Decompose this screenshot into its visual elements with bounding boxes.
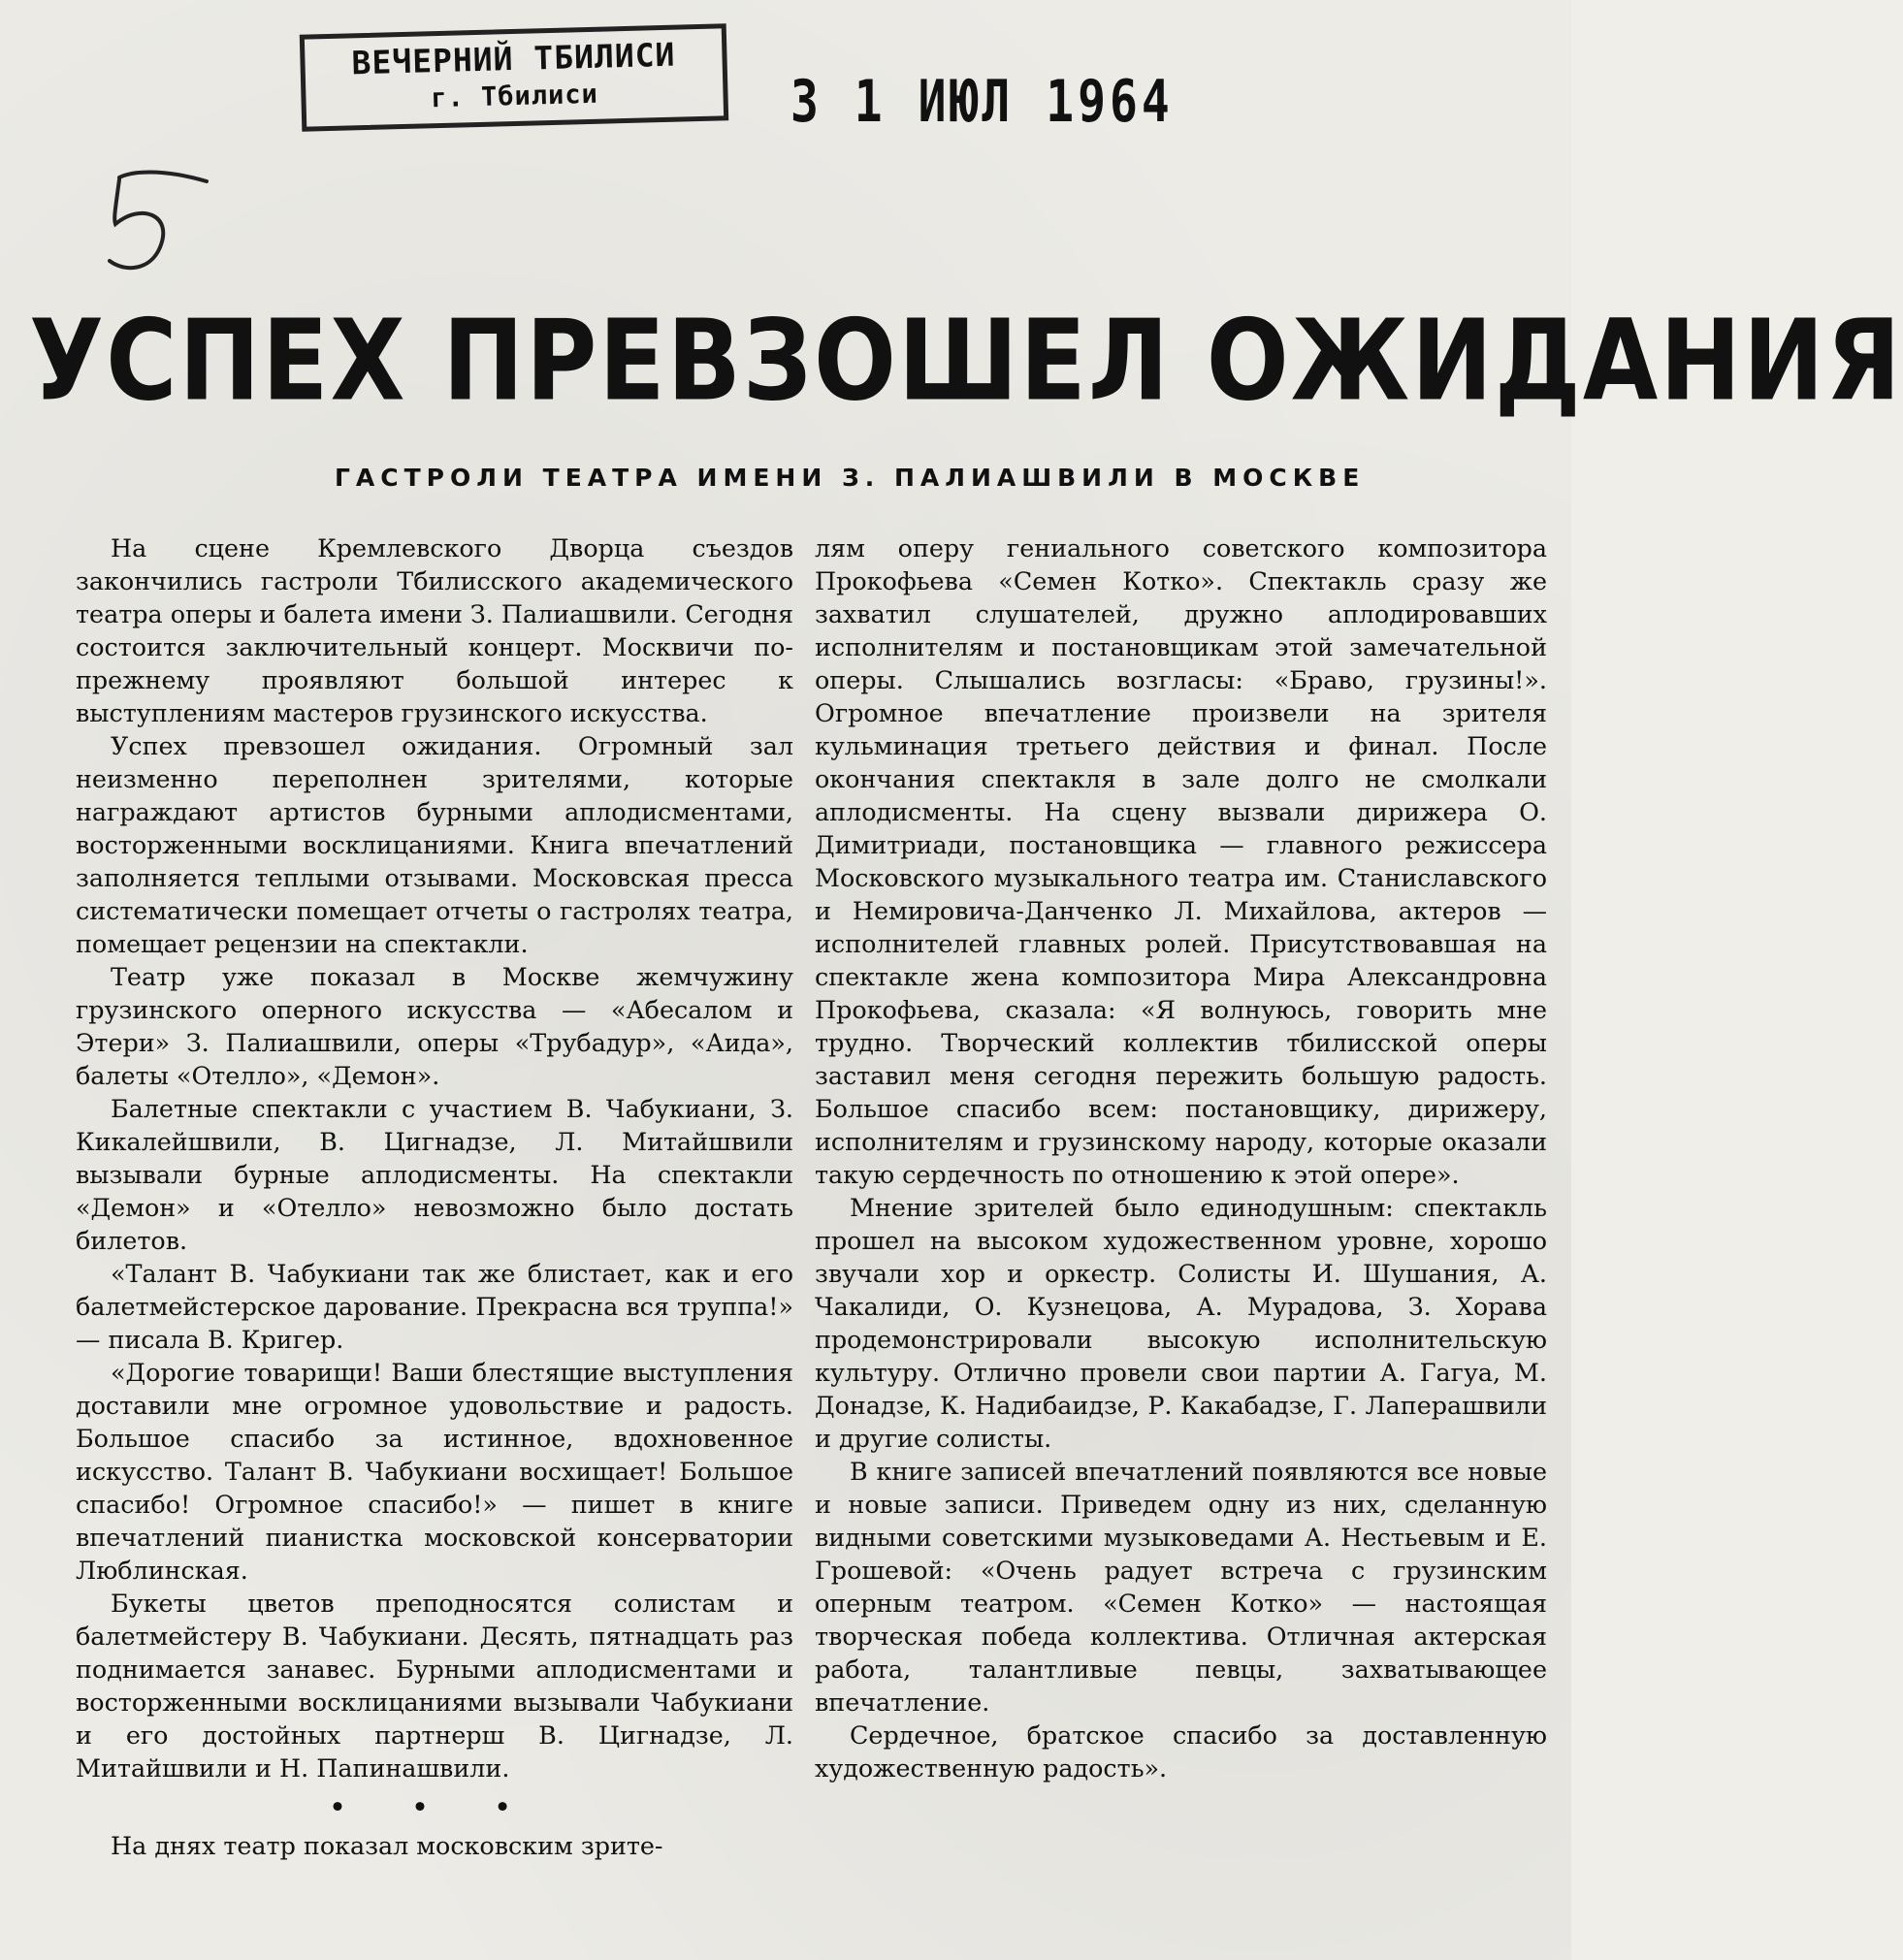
paragraph: Театр уже показал в Москве жемчужину грузинского оперного искусства — «Абесалом и Этери» З. Палиашвили, оперы «Трубадур», «Аида», балеты «Отелло», «Демон».	[76, 962, 793, 1090]
right-column	[815, 531, 1547, 1784]
section-separator: • • •	[329, 1792, 540, 1821]
paragraph: Балетные спектакли с участием В. Чабукиани, З. Кикалейшвили, В. Цигнадзе, Л. Митайшвили вызывали бурные аплодисменты. На спектакли «Демон» и «Отелло» невозможно было достать билетов.	[76, 1094, 793, 1255]
paragraph: Мнение зрителей было единодушным: спектакль прошел на высоком художественном уровне, хорошо звучали хор и оркестр. Солисты И. Шушания, А. Чакалиди, О. Кузнецова, А. Мурадова, З. Хорава продемонстрировали высокую исполнительскую культуру. Отлично провели свои партии А. Гагуа, М. Донадзе, К. Надибаидзе, Р. Какабадзе, Г. Лаперашвили и другие солисты.	[815, 1193, 1547, 1453]
paragraph: «Дорогие товарищи! Ваши блестящие выступления доставили мне огромное удовольствие и радость. Большое спасибо за истинное, вдохновенное искусство. Талант В. Чабукиани восхищает! Большое спасибо! Огромное спасибо!» — пишет в книге впечатлений пианистка московской консерватории Люблинская.	[76, 1358, 793, 1585]
stamp-line-2: г. Тбилиси	[430, 79, 599, 114]
paragraph: На сцене Кремлевского Дворца съездов закончились гастроли Тбилисского академического театра оперы и балета имени З. Палиашвили. Сегодня состоится заключительный концерт. Москвичи по-прежнему проявляют большой интерес к выступлениям мастеров грузинского искусства.	[76, 533, 793, 727]
article-headline: УСПЕХ ПРЕВЗОШЕЛ ОЖИДАНИЯ	[29, 295, 1903, 427]
article-subheadline: ГАСТРОЛИ ТЕАТРА ИМЕНИ З. ПАЛИАШВИЛИ В МОСКВЕ	[335, 464, 1366, 492]
paragraph: На днях театр показал московским зрите-	[111, 1831, 663, 1860]
date-stamp: 3 1 ИЮЛ 1964	[790, 68, 1174, 136]
paragraph: Успех превзошел ожидания. Огромный зал неизменно переполнен зрителями, которые награждают артистов бурными аплодисментами, восторженными восклицаниями. Книга впечатлений заполняется теплыми отзывами. Московская пресса систематически помещает отчеты о гастролях театра, помещает рецензии на спектакли.	[76, 731, 793, 958]
left-column	[76, 531, 793, 1862]
paragraph: Сердечное, братское спасибо за доставленную художественную радость».	[815, 1720, 1547, 1783]
paragraph: В книге записей впечатлений появляются все новые и новые записи. Приведем одну из них, сделанную видными советскими музыковедами А. Нестьевым и Е. Грошевой: «Очень радует встреча с грузинским оперным театром. «Семен Котко» — настоящая творческая победа коллектива. Отличная актерская работа, талантливые певцы, захватывающее впечатление.	[815, 1457, 1547, 1717]
handwritten-number-mark	[102, 170, 218, 286]
paragraph: лям оперу гениального советского композитора Прокофьева «Семен Котко». Спектакль сразу же захватил слушателей, дружно аплодировавших исполнителям и постановщикам этой замечательной оперы. Слышались возгласы: «Браво, грузины!». Огромное впечатление произвели на зрителя кульминация третьего действия и финал. После окончания спектакля в зале долго не смолкали аплодисменты. На сцену вызвали дирижера О. Димитриади, постановщика — главного режиссера Московского музыкального театра им. Станиславского и Немировича-Данченко Л. Михайлова, актеров — исполнителей главных ролей. Присутствовавшая на спектакле жена композитора Мира Александровна Прокофьева, сказала: «Я волнуюсь, говорить мне трудно. Творческий коллектив тбилисской оперы заставил меня сегодня пережить большую радость. Большое спасибо всем: постановщику, дирижеру, исполнителям и грузинскому народу, которые оказали такую сердечность по отношению к этой опере».	[815, 533, 1547, 1189]
stamp-line-1: ВЕЧЕРНИЙ ТБИЛИСИ	[351, 35, 676, 82]
newspaper-stamp	[300, 23, 728, 131]
paragraph: «Талант В. Чабукиани так же блистает, как и его балетмейстерское дарование. Прекрасна вся труппа!» — писала В. Кригер.	[76, 1259, 793, 1354]
paragraph: Букеты цветов преподносятся солистам и балетмейстеру В. Чабукиани. Десять, пятнадцать раз поднимается занавес. Бурными аплодисментами и восторженными восклицаниями вызывали Чабукиани и его достойных партнерш В. Цигнадзе, Л. Митайшвили и Н. Папинашвили.	[76, 1589, 793, 1783]
